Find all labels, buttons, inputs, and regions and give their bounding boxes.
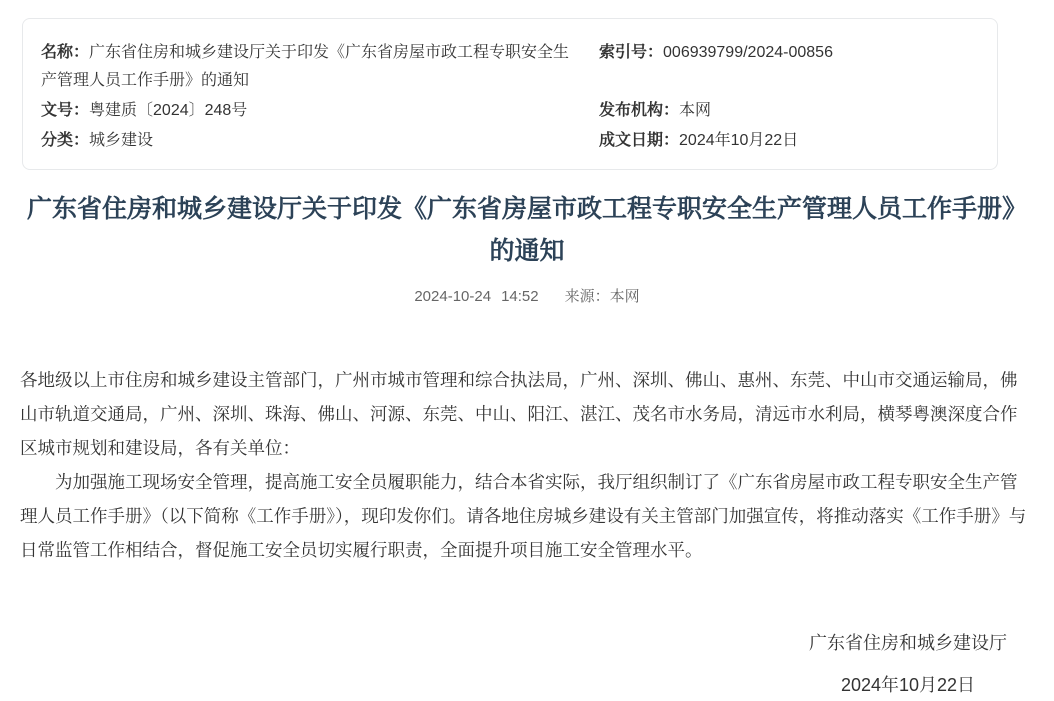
field-publisher: [599, 97, 979, 125]
field-written-date-label: 成文日期：: [599, 132, 680, 149]
document-page: [0, 18, 1054, 701]
signature-agency: 广东省住房和城乡建设厅: [809, 633, 1007, 653]
field-written-date: [599, 127, 979, 155]
field-name: [41, 39, 581, 95]
field-name-value: 广东省住房和城乡建设厅关于印发《广东省房屋市政工程专职安全生产管理人员工作手册》的通知: [41, 44, 570, 89]
field-index-number-label: 索引号：: [599, 44, 664, 61]
paragraph-main: 为加强施工现场安全管理，提高施工安全员履职能力，结合本省实际，我厅组织制订了《广东省房屋市政工程专职安全生产管理人员工作手册》（以下简称《工作手册》），现印发你们。请各地住房城乡建设有关主管部门加强宣传，将推动落实《工作手册》与日常监管工作相结合，督促施工安全员切实履行职责，全面提升项目施工安全管理水平。: [20, 472, 1027, 560]
document-meta-card: [22, 18, 998, 170]
field-written-date-value: 2024年10月22日: [679, 132, 799, 149]
signature-inner: [809, 631, 1007, 697]
paragraph-addressees: 各地级以上市住房和城乡建设主管部门，广州市城市管理和综合执法局，广州、深圳、佛山、惠州、东莞、中山市交通运输局，佛山市轨道交通局，广州、深圳、珠海、佛山、河源、东莞、中山、阳江、湛江、茂名市水务局，清远市水利局，横琴粤澳深度合作区城市规划和建设局，各有关单位：: [20, 370, 1018, 458]
field-index-number-value: 006939799/2024-00856: [663, 44, 833, 61]
signature-block: [0, 631, 1007, 697]
field-category-label: 分类：: [41, 132, 90, 149]
publish-time: 14:52: [501, 288, 539, 305]
publish-date: 2024-10-24: [414, 288, 492, 305]
field-name-label: 名称：: [41, 44, 90, 61]
field-category-value: 城乡建设: [89, 132, 154, 149]
article-body: [20, 363, 1034, 567]
field-publisher-label: 发布机构：: [599, 102, 680, 119]
field-category: [41, 127, 581, 155]
field-index-number: [599, 39, 979, 67]
field-doc-number: [41, 97, 581, 125]
field-doc-number-label: 文号：: [41, 102, 90, 119]
signature-date: 2024年10月22日: [840, 675, 976, 695]
field-doc-number-value: 粤建质〔2024〕248号: [89, 102, 248, 119]
publish-source: 来源：本网: [564, 288, 640, 305]
field-publisher-value: 本网: [679, 102, 712, 119]
page-title: 广东省住房和城乡建设厅关于印发《广东省房屋市政工程专职安全生产管理人员工作手册》的通知: [26, 195, 1027, 265]
publish-meta-line: [0, 287, 1054, 307]
